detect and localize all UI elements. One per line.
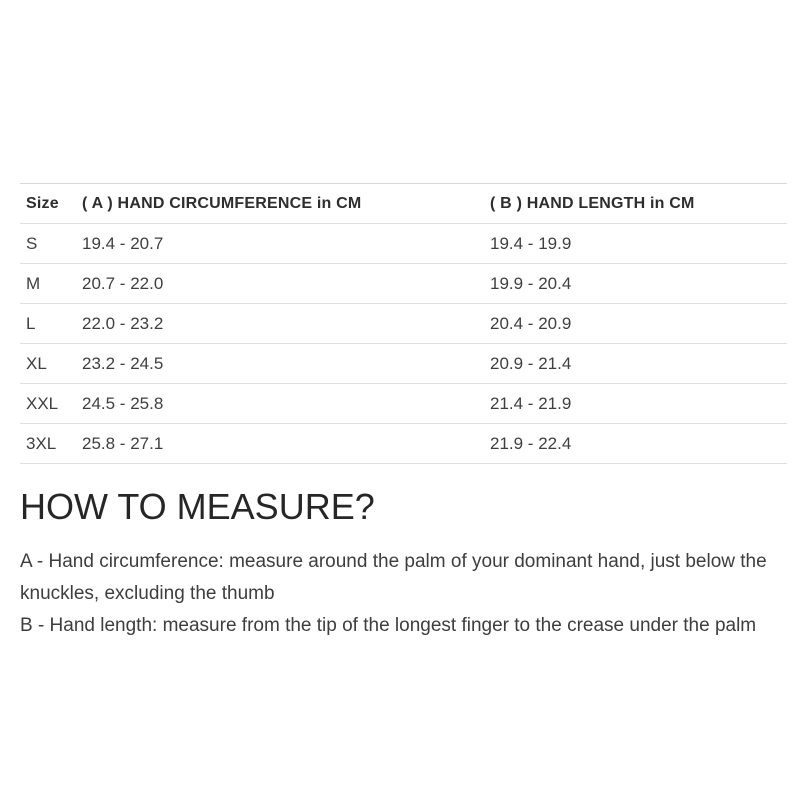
column-header-circumference: ( A ) HAND CIRCUMFERENCE in CM: [82, 184, 490, 224]
length-cell: 20.4 - 20.9: [490, 304, 787, 344]
circumference-cell: 24.5 - 25.8: [82, 384, 490, 424]
size-cell: M: [20, 264, 82, 304]
table-header-row: [20, 184, 787, 224]
length-cell: 19.4 - 19.9: [490, 224, 787, 264]
column-header-length: ( B ) HAND LENGTH in CM: [490, 184, 787, 224]
length-cell: 19.9 - 20.4: [490, 264, 787, 304]
size-cell: L: [20, 304, 82, 344]
how-to-measure-heading: HOW TO MEASURE?: [20, 486, 375, 527]
table-row: [20, 384, 787, 424]
measurement-instructions: [20, 546, 787, 642]
size-chart-table: [20, 183, 787, 464]
circumference-cell: 23.2 - 24.5: [82, 344, 490, 384]
instruction-hand-length: B - Hand length: measure from the tip of the longest finger to the crease under the palm: [20, 615, 757, 636]
size-cell: XL: [20, 344, 82, 384]
length-cell: 21.4 - 21.9: [490, 384, 787, 424]
size-cell: S: [20, 224, 82, 264]
size-guide-content: [20, 183, 787, 642]
table-row: [20, 424, 787, 464]
table-row: [20, 344, 787, 384]
circumference-cell: 19.4 - 20.7: [82, 224, 490, 264]
length-cell: 20.9 - 21.4: [490, 344, 787, 384]
table-row: [20, 304, 787, 344]
circumference-cell: 25.8 - 27.1: [82, 424, 490, 464]
size-cell: XXL: [20, 384, 82, 424]
circumference-cell: 22.0 - 23.2: [82, 304, 490, 344]
table-row: [20, 264, 787, 304]
circumference-cell: 20.7 - 22.0: [82, 264, 490, 304]
column-header-size: Size: [20, 184, 82, 224]
size-cell: 3XL: [20, 424, 82, 464]
length-cell: 21.9 - 22.4: [490, 424, 787, 464]
instruction-hand-circumference: A - Hand circumference: measure around the palm of your dominant hand, just below the knuckles, excluding the thumb: [20, 551, 767, 604]
table-row: [20, 224, 787, 264]
